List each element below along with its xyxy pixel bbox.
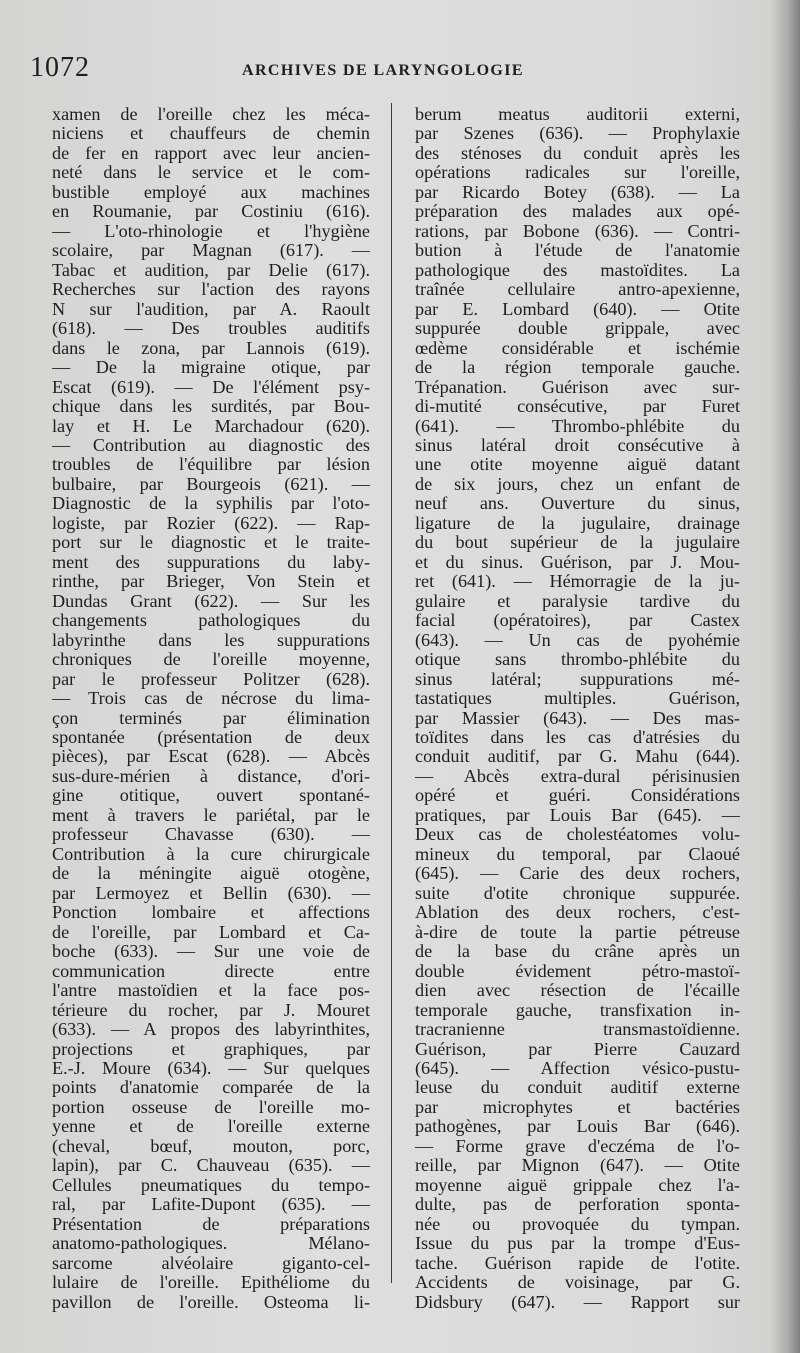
text-line: Didsbury (647). — Rapport sur (415, 1292, 740, 1312)
text-line: toïdites dans les cas d'atrésies du (415, 728, 740, 747)
text-line: (645). — Carie des deux rochers, (415, 864, 740, 884)
text-line: — Contribution au diagnostic des (52, 435, 370, 455)
text-line: reille, par Mignon (647). — Otite (415, 1156, 740, 1176)
text-line: chique dans les surdités, par Bou- (52, 397, 370, 417)
text-line: ment des suppurations du laby- (52, 552, 370, 572)
text-line: pratiques, par Louis Bar (645). — (415, 805, 740, 825)
text-line: N sur l'audition, par A. Raoult (52, 299, 370, 319)
text-line: l'antre mastoïdien et la face pos- (52, 981, 370, 1001)
text-line: des sténoses du conduit après les (415, 143, 740, 163)
text-line: térieure du rocher, par J. Mouret (52, 1000, 370, 1020)
text-line: Issue du pus par la trompe d'Eus- (415, 1234, 740, 1254)
text-line: œdème considérable et ischémie (415, 338, 740, 358)
text-line: projections et graphiques, par (52, 1039, 370, 1059)
text-line: par Massier (643). — Des mas- (415, 708, 740, 728)
text-line: par microphytes et bactéries (415, 1097, 740, 1117)
text-line: Escat (619). — De l'élément psy- (52, 377, 370, 397)
text-line: logiste, par Rozier (622). — Rap- (52, 513, 370, 533)
text-line: Recherches sur l'action des rayons (52, 280, 370, 300)
text-line: suite d'otite chronique suppurée. (415, 883, 740, 903)
text-line: pathologique des mastoïdites. La (415, 260, 740, 280)
text-line: opéré et guéri. Considérations (415, 786, 740, 806)
text-line: double évidement pétro-mastoï- (415, 961, 740, 981)
text-line: pathogènes, par Louis Bar (646). (415, 1117, 740, 1137)
text-line: di-mutité consécutive, par Furet (415, 397, 740, 417)
text-line: rinthe, par Brieger, Von Stein et (52, 572, 370, 592)
text-line: mineux du temporal, par Claoué (415, 844, 740, 864)
text-line: gine otitique, ouvert spontané- (52, 786, 370, 806)
text-line: — L'oto-rhinologie et l'hygiène (52, 221, 370, 241)
text-line: par E. Lombard (640). — Otite (415, 299, 740, 319)
text-line: anatomo-pathologiques. Mélano- (52, 1234, 370, 1254)
text-line: tracranienne transmastoïdienne. (415, 1020, 740, 1040)
text-line: de la base du crâne après un (415, 942, 740, 962)
text-line: dulte, pas de perforation sponta- (415, 1195, 740, 1215)
page-header (30, 52, 780, 92)
text-line: leuse du conduit auditif externe (415, 1078, 740, 1098)
text-line: (618). — Des troubles auditifs (52, 319, 370, 339)
text-line: spontanée (présentation de deux (52, 728, 370, 747)
text-line: du bout supérieur de la jugulaire (415, 533, 740, 553)
text-line: neté dans le service et le com- (52, 163, 370, 183)
text-line: de six jours, chez un enfant de (415, 474, 740, 494)
text-line: chroniques de l'oreille moyenne, (52, 650, 370, 670)
text-line: (641). — Thrombo-phlébite du (415, 416, 740, 436)
text-line: Accidents de voisinage, par G. (415, 1273, 740, 1293)
text-line: une otite moyenne aiguë datant (415, 455, 740, 475)
text-line: conduit auditif, par G. Mahu (644). (415, 747, 740, 767)
text-line: — De la migraine otique, par (52, 358, 370, 378)
text-line: — Abcès extra-dural périsinusien (415, 766, 740, 786)
text-line: traînée cellulaire antro-apexienne, (415, 280, 740, 300)
text-line: ral, par Lafite-Dupont (635). — (52, 1195, 370, 1215)
text-line: sarcome alvéolaire giganto-cel- (52, 1253, 370, 1273)
text-line: yenne et de l'oreille externe (52, 1117, 370, 1137)
text-line: bustible employé aux machines (52, 182, 370, 202)
text-line: boche (633). — Sur une voie de (52, 942, 370, 962)
text-line: points d'anatomie comparée de la (52, 1078, 370, 1098)
text-line: scolaire, par Magnan (617). — (52, 241, 370, 261)
text-line: labyrinthe dans les suppurations (52, 630, 370, 650)
text-line: troubles de l'équilibre par lésion (52, 455, 370, 475)
text-line: par le professeur Politzer (628). (52, 669, 370, 689)
left-column (52, 105, 370, 1312)
text-line: lulaire de l'oreille. Epithéliome du (52, 1273, 370, 1293)
text-line: — Trois cas de nécrose du lima- (52, 689, 370, 709)
text-line: dans le zona, par Lannois (619). (52, 338, 370, 358)
text-line: xamen de l'oreille chez les méca- (52, 105, 370, 124)
text-line: opérations radicales sur l'oreille, (415, 163, 740, 183)
text-line: professeur Chavasse (630). — (52, 825, 370, 845)
text-line: par Szenes (636). — Prophylaxie (415, 124, 740, 144)
text-line: Présentation de préparations (52, 1214, 370, 1234)
text-line: ret (641). — Hémorragie de la ju- (415, 572, 740, 592)
text-line: ment à travers le pariétal, par le (52, 805, 370, 825)
text-line: rations, par Bobone (636). — Contri- (415, 221, 740, 241)
text-line: çon terminés par élimination (52, 708, 370, 728)
text-line: (645). — Affection vésico-pustu- (415, 1058, 740, 1078)
text-line: de l'oreille, par Lombard et Ca- (52, 922, 370, 942)
text-line: moyenne aiguë grippale chez l'a- (415, 1175, 740, 1195)
text-line: sinus latéral; suppurations mé- (415, 669, 740, 689)
text-line: communication directe entre (52, 961, 370, 981)
text-line: Contribution à la cure chirurgicale (52, 844, 370, 864)
text-line: (cheval, bœuf, mouton, porc, (52, 1136, 370, 1156)
text-line: changements pathologiques du (52, 611, 370, 631)
text-line: par Lermoyez et Bellin (630). — (52, 883, 370, 903)
text-line: de la méningite aiguë otogène, (52, 864, 370, 884)
text-line: pavillon de l'oreille. Osteoma li- (52, 1292, 370, 1312)
text-line: bulbaire, par Bourgeois (621). — (52, 474, 370, 494)
text-line: neuf ans. Ouverture du sinus, (415, 494, 740, 514)
text-line: Ablation des deux rochers, c'est- (415, 903, 740, 923)
text-line: Dundas Grant (622). — Sur les (52, 591, 370, 611)
text-line: tache. Guérison rapide de l'otite. (415, 1253, 740, 1273)
text-line: port sur le diagnostic et le traite- (52, 533, 370, 553)
text-line: E.-J. Moure (634). — Sur quelques (52, 1058, 370, 1078)
text-line: Trépanation. Guérison avec sur- (415, 377, 740, 397)
text-line: suppurée double grippale, avec (415, 319, 740, 339)
text-line: tastatiques multiples. Guérison, (415, 689, 740, 709)
text-line: portion osseuse de l'oreille mo- (52, 1097, 370, 1117)
text-line: préparation des malades aux opé- (415, 202, 740, 222)
text-line: née ou provoquée du tympan. (415, 1214, 740, 1234)
text-line: par Ricardo Botey (638). — La (415, 182, 740, 202)
text-line: de fer en rapport avec leur ancien- (52, 143, 370, 163)
text-line: Tabac et audition, par Delie (617). (52, 260, 370, 280)
text-line: Guérison, par Pierre Cauzard (415, 1039, 740, 1059)
text-line: (643). — Un cas de pyohémie (415, 630, 740, 650)
text-line: dien avec résection de l'écaille (415, 981, 740, 1001)
text-line: gulaire et paralysie tardive du (415, 591, 740, 611)
text-line: — Forme grave d'eczéma de l'o- (415, 1136, 740, 1156)
text-line: niciens et chauffeurs de chemin (52, 124, 370, 144)
page-number: 1072 (30, 52, 90, 83)
running-title: ARCHIVES DE LARYNGOLOGIE (242, 62, 524, 79)
text-line: otique sans thrombo-phlébite du (415, 650, 740, 670)
text-line: lapin), par C. Chauveau (635). — (52, 1156, 370, 1176)
text-line: temporale gauche, transfixation in- (415, 1000, 740, 1020)
text-line: facial (opératoires), par Castex (415, 611, 740, 631)
page-spine-shadow (770, 0, 800, 1353)
text-line: Deux cas de cholestéatomes volu- (415, 825, 740, 845)
text-line: berum meatus auditorii externi, (415, 105, 740, 124)
text-line: Cellules pneumatiques du tempo- (52, 1175, 370, 1195)
text-line: (633). — A propos des labyrinthites, (52, 1020, 370, 1040)
right-column (415, 105, 740, 1312)
text-line: à-dire de toute la partie pétreuse (415, 922, 740, 942)
column-divider (391, 103, 392, 1283)
text-line: de la région temporale gauche. (415, 358, 740, 378)
text-line: en Roumanie, par Costiniu (616). (52, 202, 370, 222)
text-line: lay et H. Le Marchadour (620). (52, 416, 370, 436)
text-line: sinus latéral droit consécutive à (415, 435, 740, 455)
text-line: et du sinus. Guérison, par J. Mou- (415, 552, 740, 572)
text-line: pièces), par Escat (628). — Abcès (52, 747, 370, 767)
text-line: sus-dure-mérien à distance, d'ori- (52, 766, 370, 786)
text-line: bution à l'étude de l'anatomie (415, 241, 740, 261)
text-line: ligature de la jugulaire, drainage (415, 513, 740, 533)
text-line: Diagnostic de la syphilis par l'oto- (52, 494, 370, 514)
text-line: Ponction lombaire et affections (52, 903, 370, 923)
